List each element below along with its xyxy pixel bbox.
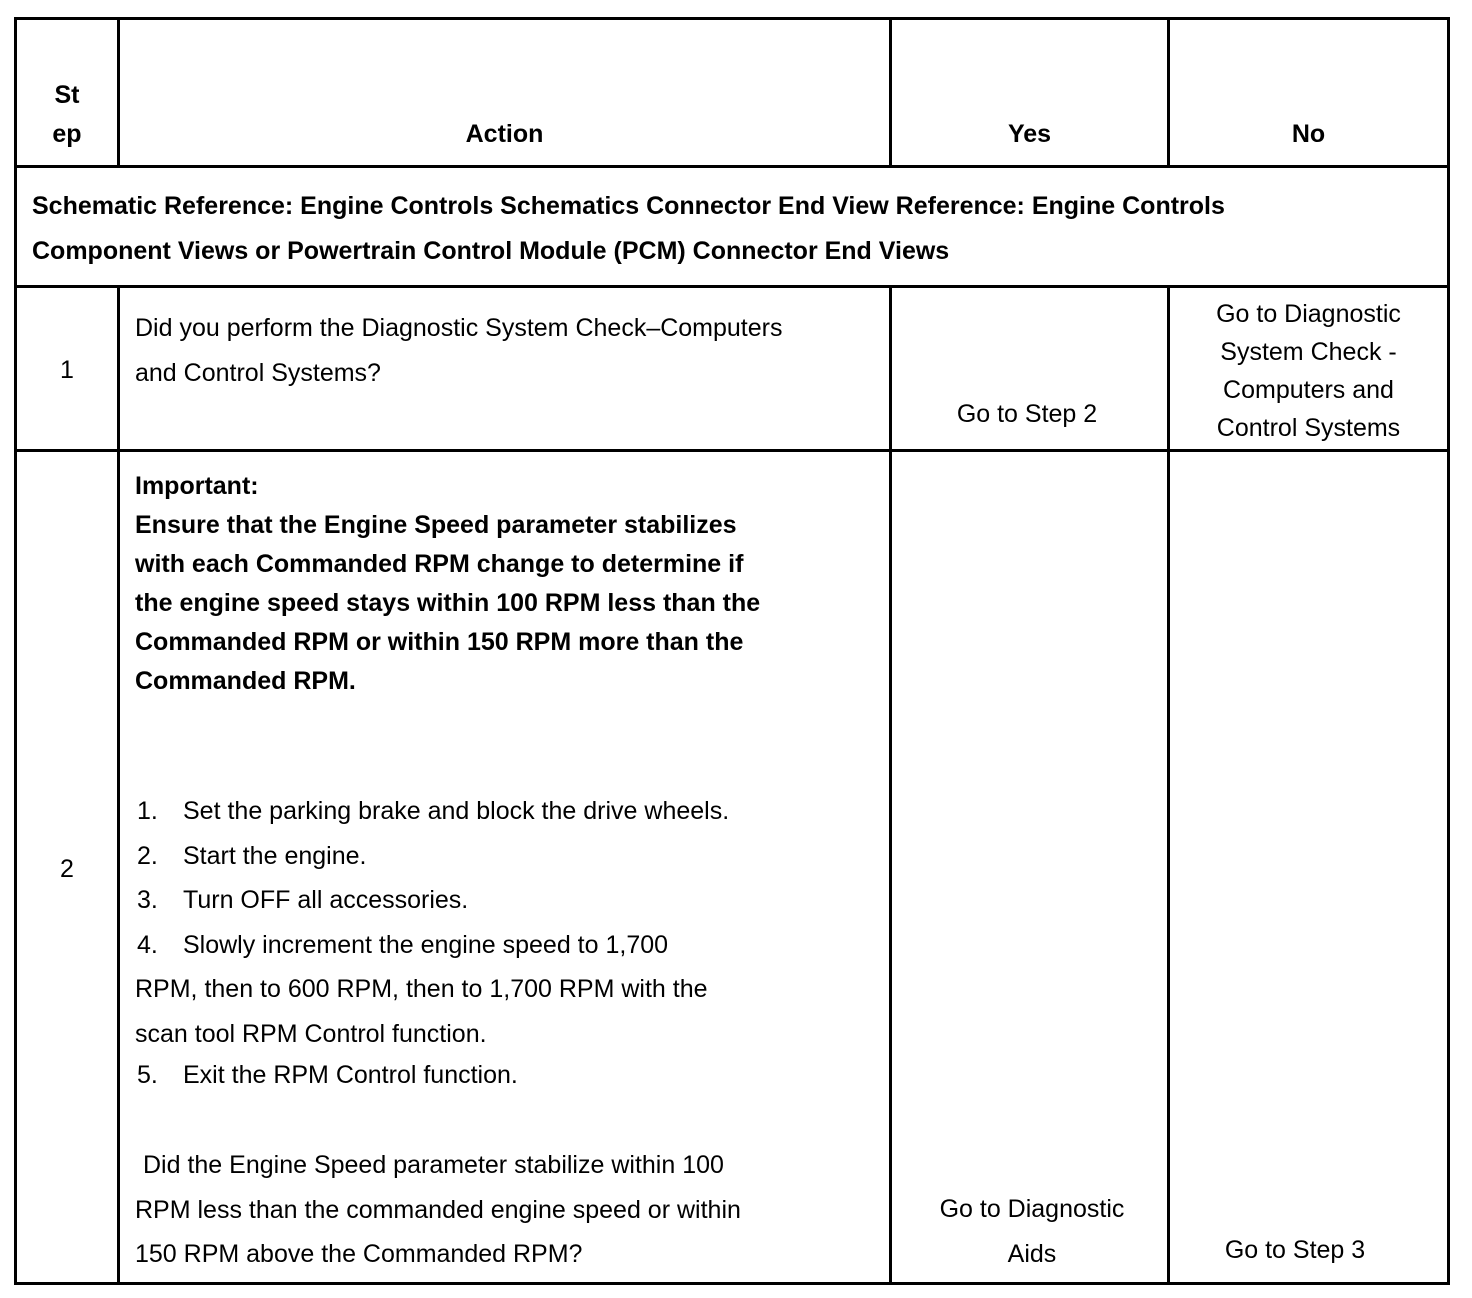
step-number: 4. [137,930,158,959]
col-divider-step [117,285,120,1282]
important-line4: Commanded RPM or within 150 RPM more than the [135,628,744,656]
row1-yes: Go to Step 2 [956,400,1098,428]
row2-step: 2 [60,855,74,883]
procedure-steps [137,789,729,967]
row1-action-line2: and Control Systems? [135,359,381,387]
row1-no-line3: Computers and [1223,376,1394,404]
list-item [137,878,729,923]
header-divider [17,165,1447,168]
step-number: 5. [137,1061,158,1089]
step-number: 3. [137,886,158,914]
header-action: Action [465,120,544,148]
reference-divider [17,285,1447,288]
list-item [137,834,729,879]
row1-no-line2: System Check - [1220,338,1397,366]
important-line5: Commanded RPM. [135,667,356,695]
row2-question [135,1143,741,1277]
question-line2: RPM less than the commanded engine speed or within [135,1195,741,1224]
important-line3: the engine speed stays within 100 RPM less than the [135,589,761,617]
header-no: No [1291,120,1326,148]
important-line1: Ensure that the Engine Speed parameter stabilizes [135,511,737,539]
row1-action [135,306,783,396]
row2-yes [892,1187,1172,1276]
header-yes: Yes [1007,120,1052,148]
row1-no-line1: Go to Diagnostic [1216,300,1401,328]
row1-divider [17,449,1447,452]
step-text: Start the engine. [183,841,367,870]
header-step-line1: St [54,81,80,109]
step-text: Slowly increment the engine speed to 1,700 [183,930,669,959]
row1-step: 1 [60,356,74,384]
important-label: Important: [135,472,259,500]
step-number: 1. [137,797,158,825]
step4-cont-line1: RPM, then to 600 RPM, then to 1,700 RPM with the [135,975,708,1003]
question-line1: Did the Engine Speed parameter stabilize within 100 [143,1151,724,1179]
step-text: Exit the RPM Control function. [183,1061,518,1089]
diagnostic-table [14,17,1450,1285]
list-item [137,923,729,968]
step5 [137,1056,518,1095]
row1-no-line4: Control Systems [1216,414,1401,442]
row2-yes-line1: Go to Diagnostic [939,1195,1125,1223]
header-step [17,76,117,154]
header-step-line2: ep [52,120,82,148]
reference-line2: Component Views or Powertrain Control Module (PCM) Connector End Views [32,237,950,265]
row1-no [1170,295,1447,447]
row2-no: Go to Step 3 [1224,1236,1366,1264]
step-text: Turn OFF all accessories. [183,886,469,914]
col-divider-action [889,285,892,1282]
schematic-reference [32,184,1225,274]
row2-yes-line2: Aids [1007,1239,1057,1268]
step4-continuation [135,967,708,1056]
question-line3: 150 RPM above the Commanded RPM? [135,1240,583,1268]
steps-list [137,789,729,967]
list-item [137,789,729,834]
step4-cont-line2: scan tool RPM Control function. [135,1019,487,1048]
important-note [135,467,760,701]
step-number: 2. [137,841,158,870]
important-line2: with each Commanded RPM change to determine if [135,550,744,578]
reference-line1: Schematic Reference: Engine Controls Schematics Connector End View Reference: Engine Controls [32,192,1225,220]
step-text: Set the parking brake and block the drive wheels. [183,797,730,825]
row1-action-line1: Did you perform the Diagnostic System Check–Computers [135,314,783,342]
